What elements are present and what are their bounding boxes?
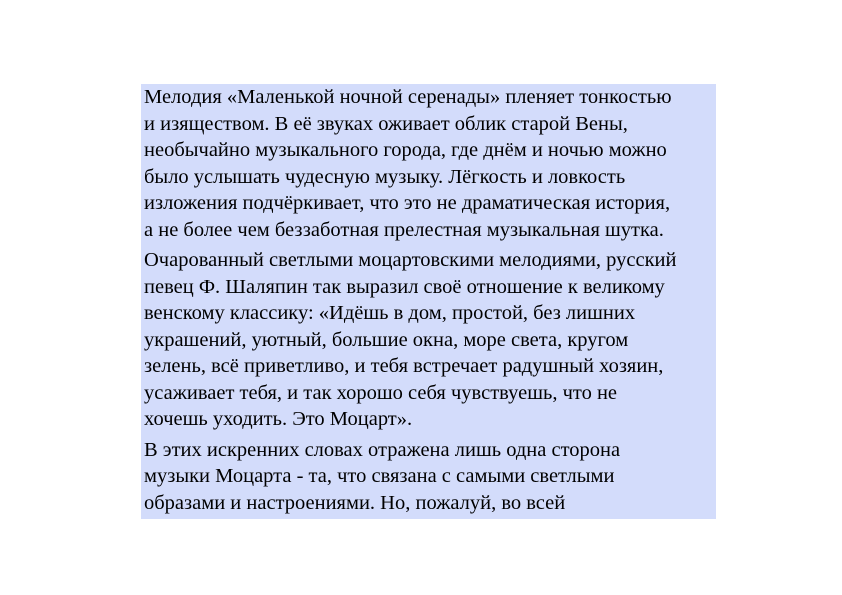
text-line: музыки Моцарта - та, что связана с самыми светлыми xyxy=(144,465,615,487)
paragraph-1 xyxy=(144,84,714,243)
text-line: зелень, всё приветливо, и тебя встречает радушный хозяин, xyxy=(144,355,664,377)
paragraph-2 xyxy=(144,247,714,433)
text-line: хочешь уходить. Это Моцарт». xyxy=(144,408,413,430)
text-line: венскому классику: «Идёшь в дом, простой, без лишних xyxy=(144,302,636,324)
text-line: а не более чем беззаботная прелестная музыкальная шутка. xyxy=(144,218,664,241)
text-line: необычайно музыкального города, где днём и ночью можно xyxy=(144,139,667,161)
text-line: и изяществом. В её звуках оживает облик старой Вены, xyxy=(144,112,628,135)
text-line: усаживает тебя, и так хорошо себя чувствуешь, что не xyxy=(144,381,618,404)
text-line: певец Ф. Шаляпин так выразил своё отношение к великому xyxy=(144,275,665,298)
text-line: Очарованный светлыми моцартовскими мелодиями, русский xyxy=(144,249,677,271)
text-line: было услышать чудесную музыку. Лёгкость и ловкость xyxy=(144,165,626,188)
text-block xyxy=(141,84,716,519)
text-line: Мелодия «Маленькой ночной серенады» пленяет тонкостью xyxy=(144,86,672,108)
text-line: изложения подчёркивает, что это не драматическая история, xyxy=(144,192,671,214)
text-line: украшений, уютный, большие окна, море света, кругом xyxy=(144,328,629,351)
text-line: В этих искренних словах отражена лишь одна сторона xyxy=(144,438,621,461)
paragraph-3 xyxy=(144,437,714,517)
text-line: образами и настроениями. Но, пожалуй, во всей xyxy=(144,491,566,514)
